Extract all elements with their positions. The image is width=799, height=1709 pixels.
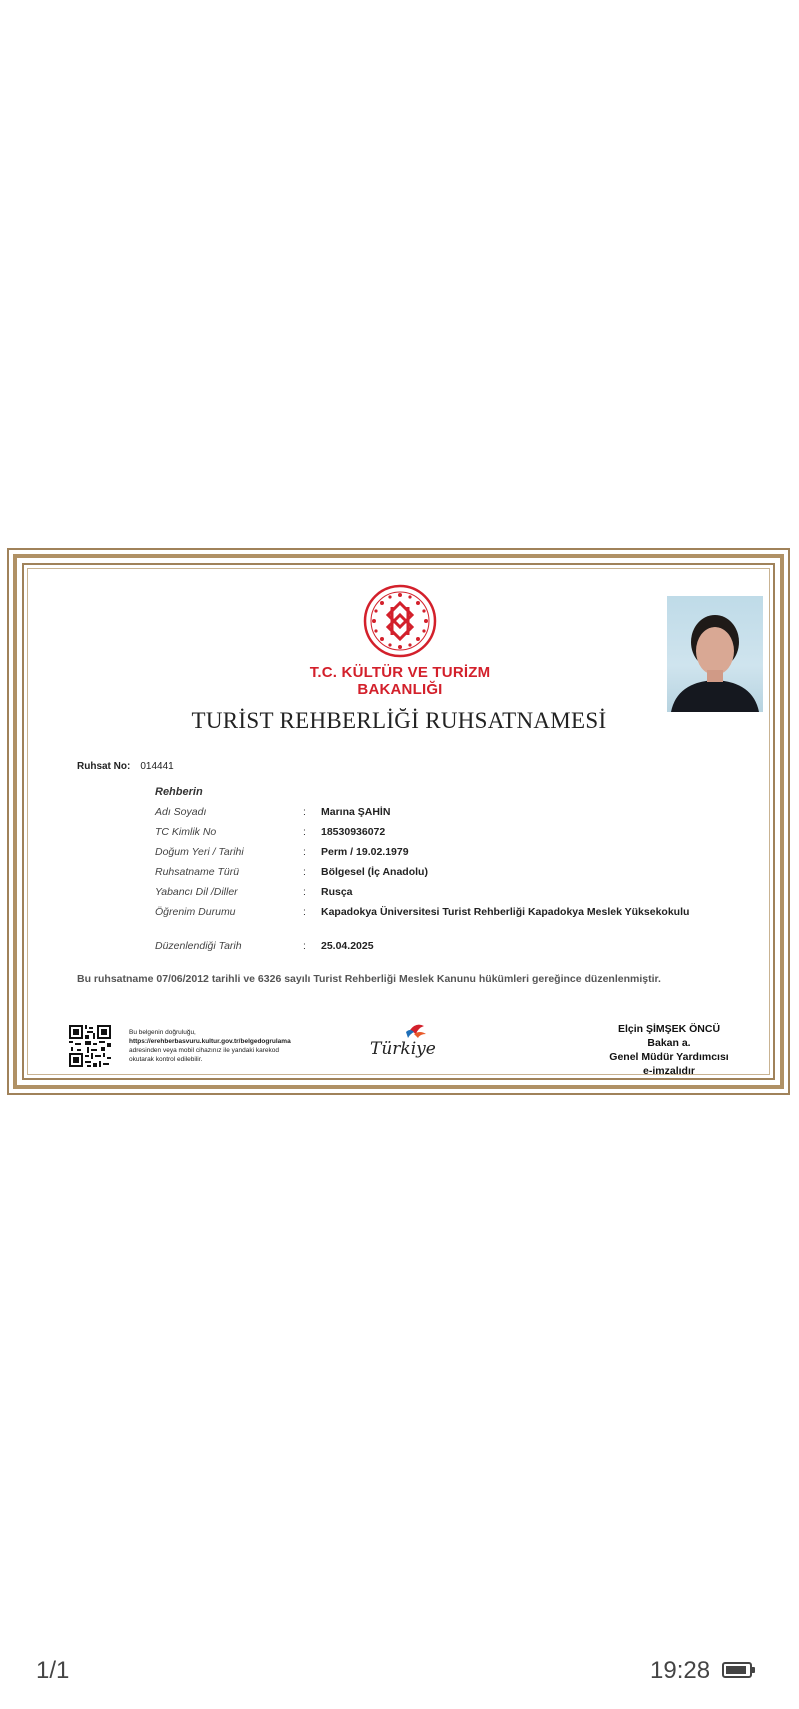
field-label: Düzenlendiği Tarih	[155, 940, 242, 952]
legal-statement: Bu ruhsatname 07/06/2012 tarihli ve 6326 sayılı Turist Rehberliği Meslek Kanunu hükümleri gereğince düzenlenmiştir.	[77, 973, 661, 985]
field-label: Doğum Yeri / Tarihi	[155, 846, 244, 858]
field-value: Rusça	[321, 886, 353, 898]
field-row-education	[155, 906, 715, 940]
guide-fields	[155, 806, 715, 960]
field-row-languages	[155, 886, 715, 906]
field-value: Perm / 19.02.1979	[321, 846, 409, 858]
license-certificate	[7, 548, 790, 1095]
verification-line: okutarak kontrol edilebilir.	[129, 1056, 203, 1063]
certificate-title: TURİST REHBERLİĞİ RUHSATNAMESİ	[191, 708, 607, 733]
verification-note	[129, 1028, 319, 1064]
field-value: Bölgesel (İç Anadolu)	[321, 866, 428, 878]
license-number	[77, 761, 174, 772]
signatory-esign: e-imzalıdır	[643, 1065, 695, 1077]
guide-photo	[667, 596, 763, 712]
field-label: TC Kimlik No	[155, 826, 217, 838]
field-colon: :	[303, 866, 306, 878]
page-indicator: 1/1	[36, 1657, 70, 1684]
field-row-name	[155, 806, 715, 826]
signatory-title: Genel Müdür Yardımcısı	[609, 1051, 729, 1063]
turkiye-wordmark: Türkiye	[370, 1039, 436, 1059]
field-value: 18530936072	[321, 826, 386, 838]
field-value: 25.04.2025	[321, 940, 374, 952]
ministry-emblem-icon	[362, 583, 438, 659]
field-value: Marına ŞAHİN	[321, 806, 391, 818]
field-label: Ruhsatname Türü	[155, 866, 240, 878]
field-colon: :	[303, 826, 306, 838]
license-number-value: 014441	[140, 761, 174, 772]
battery-icon	[722, 1662, 752, 1678]
ministry-name-line2: BAKANLIĞI	[357, 681, 443, 698]
field-label: Yabancı Dil /Diller	[155, 886, 238, 898]
verification-line: adresinden veya mobil cihazınız ile yandaki karekod	[129, 1047, 279, 1054]
license-number-label: Ruhsat No:	[77, 761, 131, 772]
signatory-block	[589, 1022, 749, 1078]
field-row-id-number	[155, 826, 715, 846]
qr-code-icon	[69, 1025, 111, 1067]
field-label: Adı Soyadı	[155, 806, 207, 818]
ministry-name-line1: T.C. KÜLTÜR VE TURİZM	[309, 664, 491, 681]
field-row-license-type	[155, 866, 715, 886]
verification-url: https://erehberbasvuru.kultur.gov.tr/belgedogrulama	[129, 1038, 291, 1045]
field-colon: :	[303, 940, 306, 952]
field-colon: :	[303, 886, 306, 898]
portrait-icon	[667, 596, 763, 712]
section-label: Rehberin	[155, 786, 203, 798]
status-clock: 19:28	[650, 1657, 711, 1684]
ministry-name	[259, 664, 541, 698]
signatory-line: Bakan a.	[647, 1037, 691, 1049]
signatory-name: Elçin ŞİMŞEK ÖNCÜ	[617, 1023, 721, 1035]
field-colon: :	[303, 906, 306, 918]
verification-line: Bu belgenin doğruluğu,	[129, 1029, 196, 1036]
field-row-issue-date	[155, 940, 715, 960]
turkiye-brand-logo	[364, 1020, 444, 1064]
field-label: Öğrenim Durumu	[155, 906, 236, 918]
field-row-birth	[155, 846, 715, 866]
field-colon: :	[303, 806, 306, 818]
field-colon: :	[303, 846, 306, 858]
field-value: Kapadokya Üniversitesi Turist Rehberliği Kapadokya Meslek Yüksekokulu	[321, 906, 690, 918]
